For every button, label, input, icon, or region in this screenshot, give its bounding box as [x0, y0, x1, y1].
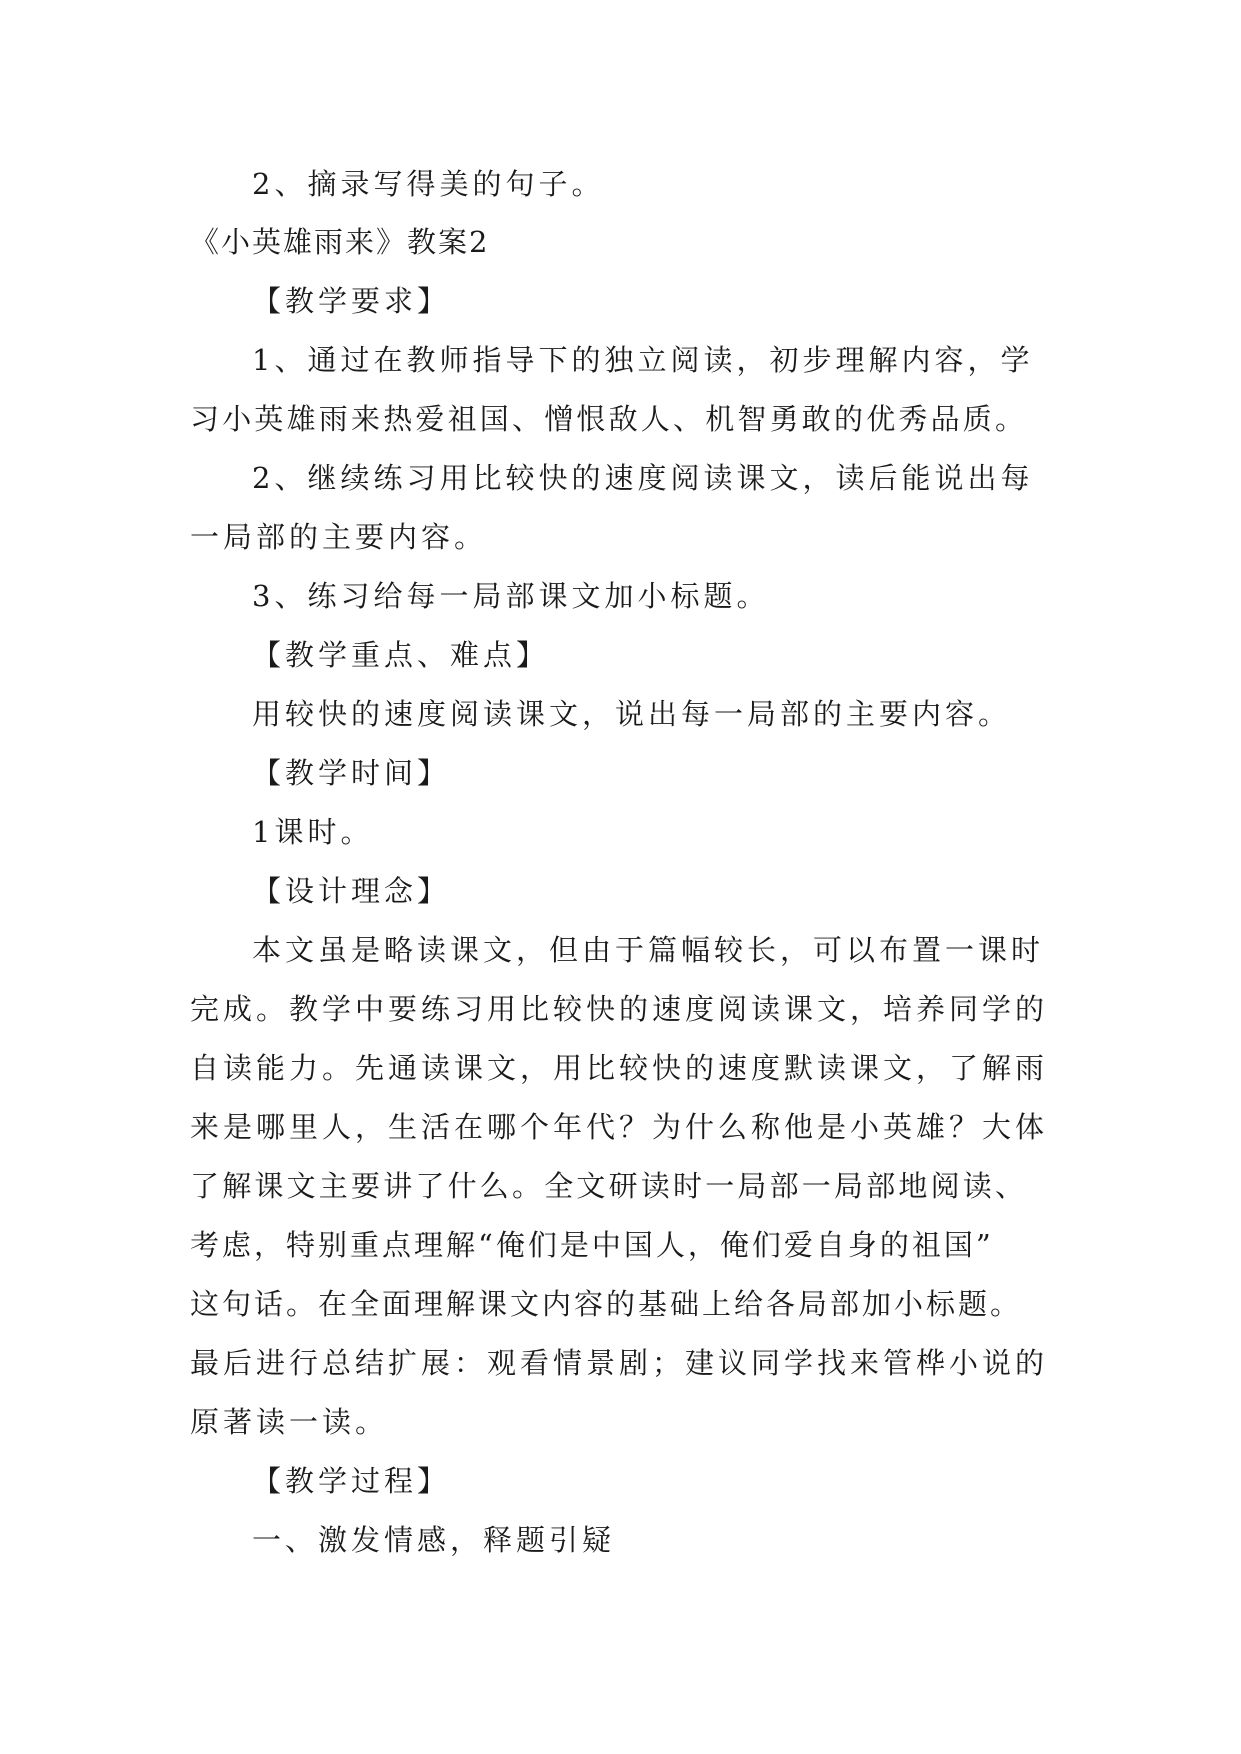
design-concept-line-8: 最后进行总结扩展：观看情景剧；建议同学找来管桦小说的 — [190, 1346, 1049, 1380]
requirement-1-line-1: 1、通过在教师指导下的独立阅读，初步理解内容，学 — [252, 343, 1034, 377]
teaching-time-text: 1课时。 — [252, 815, 374, 849]
design-concept-line-2: 完成。教学中要练习用比较快的速度阅读课文，培养同学的 — [190, 992, 1049, 1026]
lesson-title: 《小英雄雨来》教案2 — [190, 225, 490, 259]
section-heading-teaching-time: 【教学时间】 — [252, 756, 451, 790]
design-concept-line-4: 来是哪里人，生活在哪个年代？为什么称他是小英雄？大体 — [190, 1110, 1049, 1144]
process-step-1: 一、激发情感，释题引疑 — [252, 1523, 616, 1557]
design-concept-line-1: 本文虽是略读课文，但由于篇幅较长，可以布置一课时 — [252, 933, 1045, 967]
design-concept-line-3: 自读能力。先通读课文，用比较快的速度默读课文，了解雨 — [190, 1051, 1049, 1085]
key-points-text: 用较快的速度阅读课文，说出每一局部的主要内容。 — [252, 697, 1012, 731]
section-heading-key-points: 【教学重点、难点】 — [252, 638, 550, 672]
design-concept-line-6: 考虑，特别重点理解“俺们是中国人，俺们爱自身的祖国” — [190, 1228, 994, 1262]
section-heading-teaching-requirements: 【教学要求】 — [252, 284, 451, 318]
list-item-copy-sentences: 2、摘录写得美的句子。 — [252, 167, 605, 201]
design-concept-line-7: 这句话。在全面理解课文内容的基础上给各局部加小标题。 — [190, 1287, 1023, 1321]
section-heading-design-concept: 【设计理念】 — [252, 874, 451, 908]
requirement-2-line-1: 2、继续练习用比较快的速度阅读课文，读后能说出每 — [252, 461, 1034, 495]
section-heading-teaching-process: 【教学过程】 — [252, 1464, 451, 1498]
design-concept-line-5: 了解课文主要讲了什么。全文研读时一局部一局部地阅读、 — [190, 1169, 1028, 1203]
requirement-3: 3、练习给每一局部课文加小标题。 — [252, 579, 770, 613]
design-concept-line-9: 原著读一读。 — [190, 1405, 389, 1439]
requirement-1-line-2: 习小英雄雨来热爱祖国、憎恨敌人、机智勇敢的优秀品质。 — [190, 402, 1028, 436]
requirement-2-line-2: 一局部的主要内容。 — [190, 520, 488, 554]
